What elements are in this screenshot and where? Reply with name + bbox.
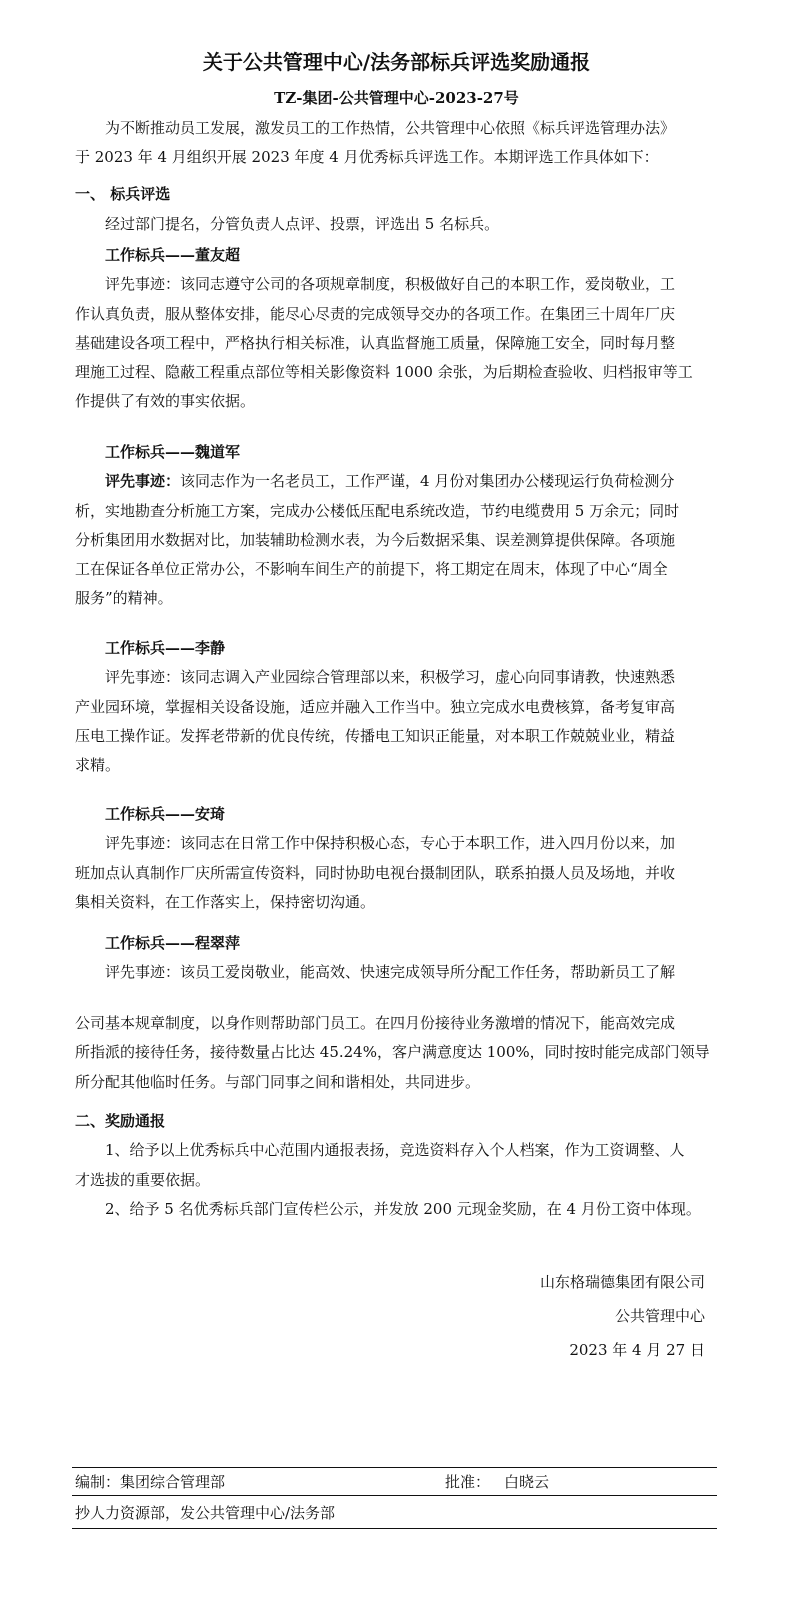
- section2: [75, 1107, 715, 1224]
- merit-label: 评先事迹：: [105, 472, 181, 491]
- awardee-heading: 工作标兵——李静: [105, 639, 226, 657]
- section1-heading: 一、 标兵评选: [75, 185, 171, 203]
- footer-bottom-rule: [72, 1528, 717, 1529]
- awardee-line: 求精。: [75, 756, 121, 775]
- awardee-line: 评先事迹：该同志调入产业园综合管理部以来，积极学习，虚心向同事请教，快速熟悉: [105, 668, 676, 687]
- awardee-heading: 工作标兵——程翠萍: [105, 934, 241, 952]
- awardee-4: [75, 800, 715, 917]
- awardee-line: 评先事迹：该同志在日常工作中保持积极心态，专心于本职工作，进入四月份以来，加: [105, 834, 676, 853]
- awardee-5-continued: [75, 1009, 715, 1097]
- awardee-line: 基础建设各项工程中，严格执行相关标准，认真监督施工质量，保障施工安全，同时每月整: [75, 333, 676, 352]
- signature-department: 公共管理中心: [614, 1307, 705, 1325]
- section1-summary-block: [75, 210, 715, 239]
- merit-label: 评先事迹：: [105, 668, 181, 687]
- awardee-5: [75, 929, 715, 988]
- intro-paragraph: [75, 114, 715, 173]
- reward-item-line: 才选拔的重要依据。: [75, 1170, 211, 1189]
- awardee-line: 工在保证各单位正常办公，不影响车间生产的前提下，将工期定在周末，体现了中心“周全: [75, 560, 668, 579]
- reward-item-line: 2、给予 5 名优秀标兵部门宣传栏公示，并发放 200 元现金奖励，在 4 月份工资中体现。: [105, 1199, 701, 1218]
- awardee-heading: 工作标兵——安琦: [105, 805, 226, 823]
- section1-summary: 经过部门提名，分管负责人点评、投票，评选出 5 名标兵。: [105, 215, 500, 233]
- compiled-by: [75, 1471, 225, 1492]
- awardee-line: 评先事迹：该同志作为一名老员工，工作严谨，4 月份对集团办公楼现运行负荷检测分: [105, 472, 675, 491]
- awardee-2: [75, 438, 715, 614]
- footer-top-rule: [72, 1467, 717, 1468]
- intro-line: 为不断推动员工发展，激发员工的工作热情，公共管理中心依照《标兵评选管理办法》: [105, 119, 676, 137]
- awardee-heading: 工作标兵——魏道军: [105, 443, 241, 461]
- awardee-line: 所分配其他临时任务。与部门同事之间和谐相处，共同进步。: [75, 1072, 481, 1091]
- reward-item-line: 1、给予以上优秀标兵中心范围内通报表扬，竞选资料存入个人档案，作为工资调整、人: [105, 1141, 685, 1160]
- awardee-line: 评先事迹：该同志遵守公司的各项规章制度，积极做好自己的本职工作，爱岗敬业，工: [105, 275, 676, 294]
- compiled-label: 编制：: [75, 1473, 121, 1491]
- section1-heading-block: [75, 180, 715, 209]
- document-number: TZ-集团-公共管理中心-2023-27号: [274, 89, 519, 107]
- merit-label: 评先事迹：: [105, 834, 181, 853]
- cc-line: 抄人力资源部，发公共管理中心/法务部: [75, 1504, 336, 1522]
- signature-company: 山东格瑞德集团有限公司: [539, 1273, 705, 1291]
- awardee-1: [75, 241, 715, 417]
- awardee-3: [75, 634, 715, 780]
- awardee-line: 集相关资料，在工作落实上，保持密切沟通。: [75, 892, 376, 911]
- awardee-line: 理施工过程、隐蔽工程重点部位等相关影像资料 1000 余张，为后期检查验收、归档报审等工: [75, 363, 693, 382]
- footer-middle-rule: [72, 1495, 717, 1496]
- signature-date: 2023 年 4 月 27 日: [569, 1341, 705, 1359]
- document-title: 关于公共管理中心/法务部标兵评选奖励通报: [202, 50, 591, 74]
- awardee-line: 评先事迹：该员工爱岗敬业，能高效、快速完成领导所分配工作任务，帮助新员工了解: [105, 963, 676, 982]
- awardee-line: 班加点认真制作厂庆所需宣传资料，同时协助电视台摄制团队，联系拍摄人员及场地，并收: [75, 863, 676, 882]
- awardee-line: 分析集团用水数据对比，加装辅助检测水表，为今后数据采集、误差测算提供保障。各项施: [75, 530, 676, 549]
- awardee-line: 产业园环境，掌握相关设备设施，适应并融入工作当中。独立完成水电费核算，备考复审高: [75, 697, 676, 716]
- awardee-line: 作提供了有效的事实依据。: [75, 392, 256, 411]
- merit-label: 评先事迹：: [105, 963, 181, 982]
- awardee-line: 服务”的精神。: [75, 589, 173, 608]
- section2-heading: 二、奖励通报: [75, 1112, 166, 1130]
- awardee-line: 作认真负责，服从整体安排，能尽心尽责的完成领导交办的各项工作。在集团三十周年厂庆: [75, 304, 676, 323]
- awardee-line: 所指派的接待任务，接待数量占比达 45.24%，客户满意度达 100%，同时按时能完成部门领导: [75, 1043, 710, 1062]
- approved-by: [445, 1471, 549, 1492]
- approved-value: 白晓云: [504, 1473, 550, 1491]
- merit-label: 评先事迹：: [105, 275, 181, 294]
- awardee-line: 压电工操作证。发挥老带新的优良传统，传播电工知识正能量，对本职工作兢兢业业，精益: [75, 726, 676, 745]
- intro-line: 于 2023 年 4 月组织开展 2023 年度 4 月优秀标兵评选工作。本期评选工作具体如下：: [75, 148, 659, 167]
- awardee-line: 公司基本规章制度，以身作则帮助部门员工。在四月份接待业务激增的情况下，能高效完成: [75, 1014, 676, 1032]
- awardee-line: 析，实地勘查分析施工方案，完成办公楼低压配电系统改造，节约电缆费用 5 万余元；同时: [75, 501, 680, 520]
- compiled-value: 集团综合管理部: [120, 1473, 226, 1491]
- awardee-heading: 工作标兵——董友超: [105, 246, 241, 264]
- approved-label: 批准：: [445, 1473, 491, 1491]
